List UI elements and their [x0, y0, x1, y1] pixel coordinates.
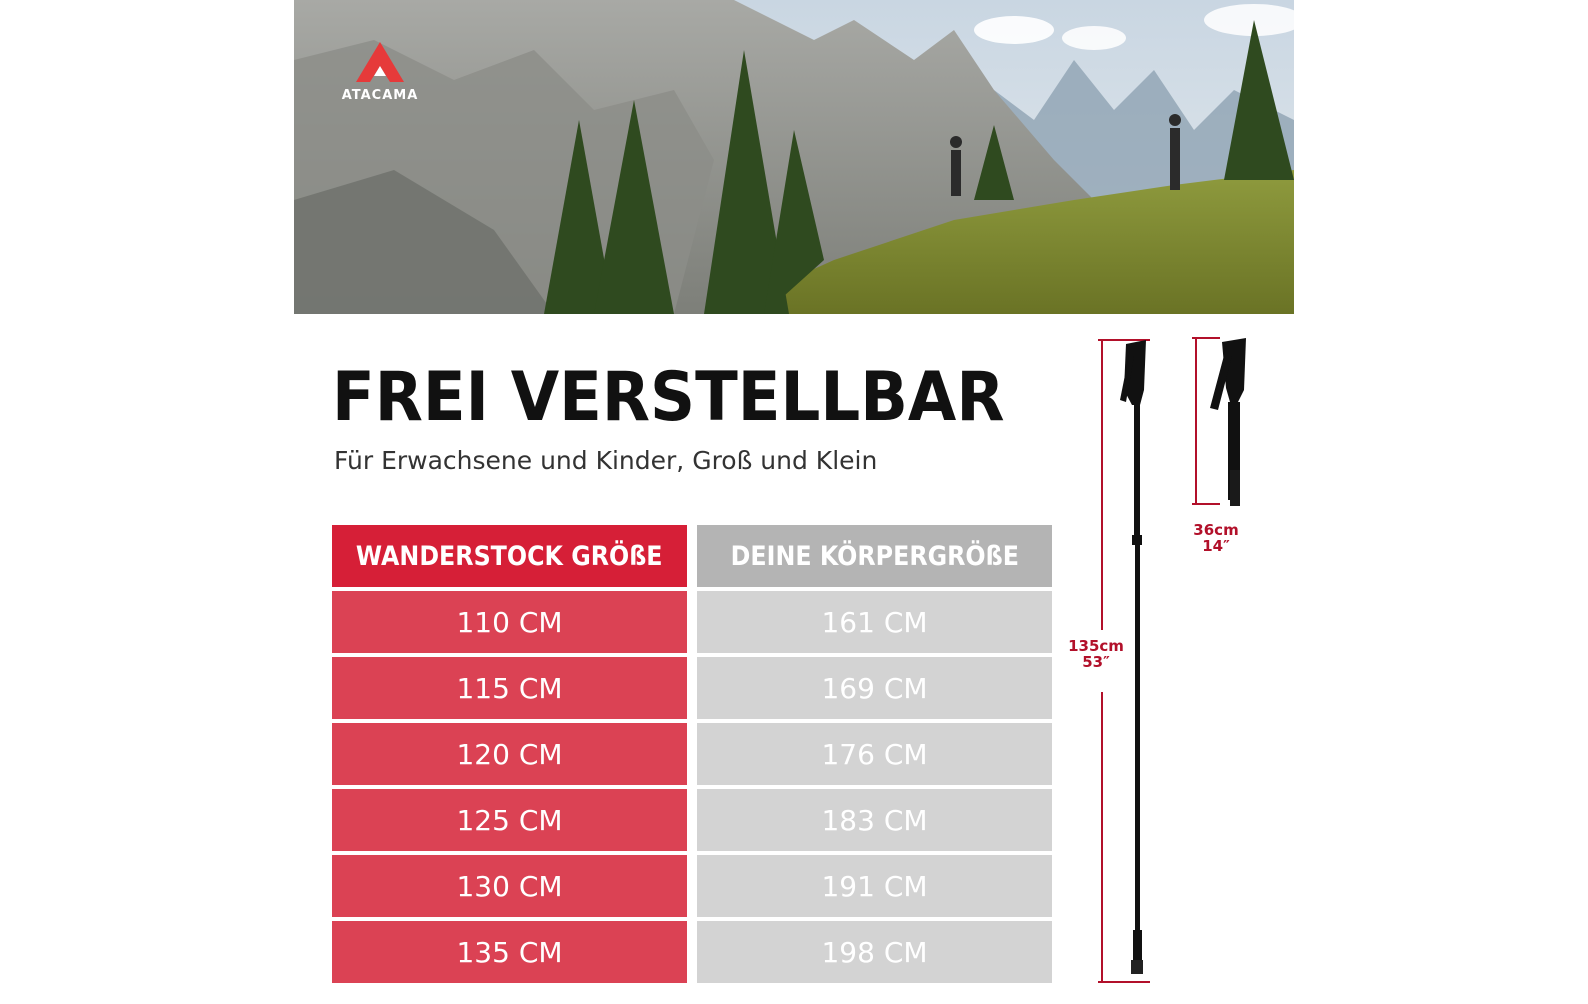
table-header-row: [332, 525, 1052, 587]
extended-length-label: 135cm 53″: [1068, 637, 1124, 671]
pole-size-cell: 110 CM: [332, 591, 687, 653]
pole-dimensions-illustration: [1068, 330, 1310, 1000]
mountain-logo-icon: [330, 40, 430, 86]
page-title: FREI VERSTELLBAR: [332, 358, 1005, 437]
table-row: [332, 921, 1052, 983]
header-body-height: DEINE KÖRPERGRÖßE: [697, 525, 1052, 587]
header-pole-size: WANDERSTOCK GRÖßE: [332, 525, 687, 587]
pole-size-cell: 125 CM: [332, 789, 687, 851]
brand-logo: [330, 40, 430, 110]
size-table: [332, 525, 1052, 987]
body-height-cell: 183 CM: [697, 789, 1052, 851]
page-subtitle: Für Erwachsene und Kinder, Groß und Klein: [334, 446, 878, 475]
body-height-cell: 176 CM: [697, 723, 1052, 785]
table-row: [332, 591, 1052, 653]
table-row: [332, 855, 1052, 917]
body-height-cell: 198 CM: [697, 921, 1052, 983]
body-height-cell: 169 CM: [697, 657, 1052, 719]
hero-image: [294, 0, 1294, 314]
body-height-cell: 161 CM: [697, 591, 1052, 653]
pole-size-cell: 120 CM: [332, 723, 687, 785]
brand-name: ATACAMA: [341, 88, 419, 103]
pole-size-cell: 130 CM: [332, 855, 687, 917]
table-row: [332, 657, 1052, 719]
mountain-landscape-illustration: [294, 0, 1294, 314]
collapsed-length-label: 36cm 14″: [1193, 521, 1239, 555]
body-height-cell: 191 CM: [697, 855, 1052, 917]
table-row: [332, 789, 1052, 851]
table-row: [332, 723, 1052, 785]
pole-size-cell: 135 CM: [332, 921, 687, 983]
pole-size-cell: 115 CM: [332, 657, 687, 719]
